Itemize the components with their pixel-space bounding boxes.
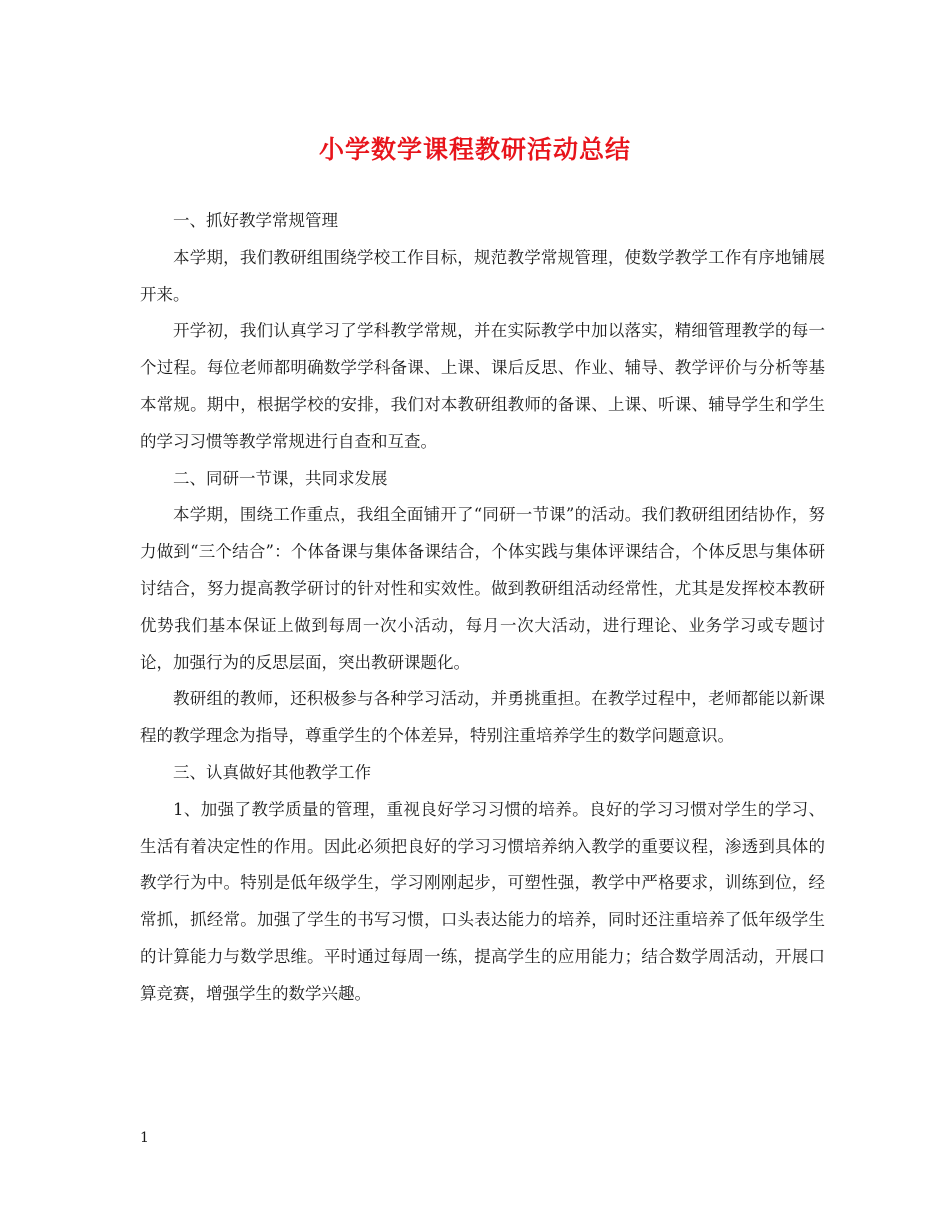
paragraph: 本学期，我们教研组围绕学校工作目标，规范教学常规管理，使数学教学工作有序地铺展开来。 [140, 247, 825, 304]
paragraph: 教研组的教师，还积极参与各种学习活动，并勇挑重担。在教学过程中，老师都能以新课程的教学理念为指导，尊重学生的个体差异，特别注重培养学生的数学问题意识。 [140, 689, 825, 746]
page-number: 1 [140, 1130, 149, 1146]
document-body [140, 203, 825, 1013]
document-title: 小学数学课程教研活动总结 [318, 135, 631, 164]
section-heading-3: 三、认真做好其他教学工作 [173, 762, 371, 782]
section-heading-1: 一、抓好教学常规管理 [173, 211, 338, 230]
paragraph: 开学初，我们认真学习了学科教学常规，并在实际教学中加以落实，精细管理教学的每一个过程。每位老师都明确数学学科备课、上课、课后反思、作业、辅导、教学评价与分析等基本常规。期中，根据学校的安排，我们对本教研组教师的备课、上课、听课、辅导学生和学生的学习习惯等教学常规进行自查和互查。 [140, 321, 825, 451]
paragraph: 1、加强了教学质量的管理，重视良好学习习惯的培养。良好的学习习惯对学生的学习、生活有着决定性的作用。因此必须把良好的学习习惯培养纳入教学的重要议程，渗透到具体的教学行为中。特别是低年级学生，学习刚刚起步，可塑性强，教学中严格要求，训练到位，经常抓，抓经常。加强了学生的书写习惯，口头表达能力的培养，同时还注重培养了低年级学生的计算能力与数学思维。平时通过每周一练，提高学生的应用能力；结合数学周活动，开展口算竞赛，增强学生的数学兴趣。 [140, 799, 825, 1003]
section-heading-2: 二、同研一节课，共同求发展 [173, 468, 388, 488]
paragraph: 本学期，围绕工作重点，我组全面铺开了“同研一节课”的活动。我们教研组团结协作，努力做到“三个结合”：个体备课与集体备课结合，个体实践与集体评课结合，个体反思与集体研讨结合，努力提高教学研讨的针对性和实效性。做到教研组活动经常性，尤其是发挥校本教研优势我们基本保证上做到每周一次小活动，每月一次大活动，进行理论、业务学习或专题讨论，加强行为的反思层面，突出教研课题化。 [140, 505, 825, 672]
